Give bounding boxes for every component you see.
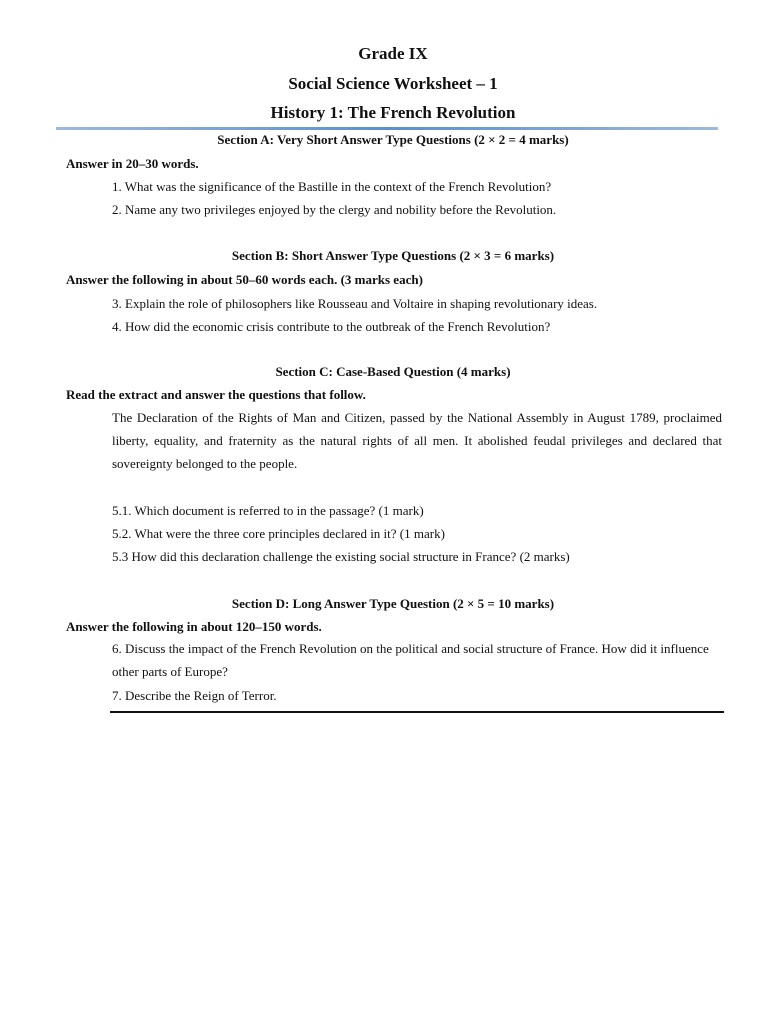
question-4: 4. How did the economic crisis contribute to the outbreak of the French Revolution?	[112, 319, 551, 334]
grade-title: Grade IX	[358, 44, 428, 63]
section-d-instruction: Answer the following in about 120–150 words.	[66, 619, 322, 634]
worksheet-title: Social Science Worksheet – 1	[288, 74, 498, 93]
section-a-instruction: Answer in 20–30 words.	[66, 156, 199, 171]
section-b-heading: Section B: Short Answer Type Questions (2 × 3 = 6 marks)	[231, 248, 555, 263]
chapter-title: History 1: The French Revolution	[270, 103, 516, 122]
case-extract: The Declaration of the Rights of Man and Citizen, passed by the National Assembly in August 1789, proclaimed liberty, equality, and fraternity as the natural rights of all men. It abolished feudal privileges and declared that sovereignty belonged to the people.	[112, 410, 722, 471]
section-d-heading: Section D: Long Answer Type Question (2 × 5 = 10 marks)	[231, 596, 555, 611]
section-c-heading: Section C: Case-Based Question (4 marks)	[275, 364, 511, 379]
question-5-2: 5.2. What were the three core principles declared in it? (1 mark)	[112, 526, 445, 541]
question-5-3: 5.3 How did this declaration challenge the existing social structure in France? (2 marks)	[112, 549, 570, 564]
header-divider	[56, 127, 718, 130]
question-5-1: 5.1. Which document is referred to in the passage? (1 mark)	[112, 503, 424, 518]
section-b-instruction: Answer the following in about 50–60 words each. (3 marks each)	[66, 272, 423, 287]
question-1: 1. What was the significance of the Bastille in the context of the French Revolution?	[112, 179, 552, 194]
question-3: 3. Explain the role of philosophers like Rousseau and Voltaire in shaping revolutionary ideas.	[112, 296, 598, 311]
question-6: 6. Discuss the impact of the French Revolution on the political and social structure of France. How did it influence other parts of Europe?	[112, 641, 709, 679]
end-divider	[110, 711, 724, 713]
question-7: 7. Describe the Reign of Terror.	[112, 688, 277, 703]
section-a-heading: Section A: Very Short Answer Type Questions (2 × 2 = 4 marks)	[217, 132, 569, 147]
question-2: 2. Name any two privileges enjoyed by the clergy and nobility before the Revolution.	[112, 202, 557, 217]
section-c-instruction: Read the extract and answer the questions that follow.	[66, 387, 366, 402]
